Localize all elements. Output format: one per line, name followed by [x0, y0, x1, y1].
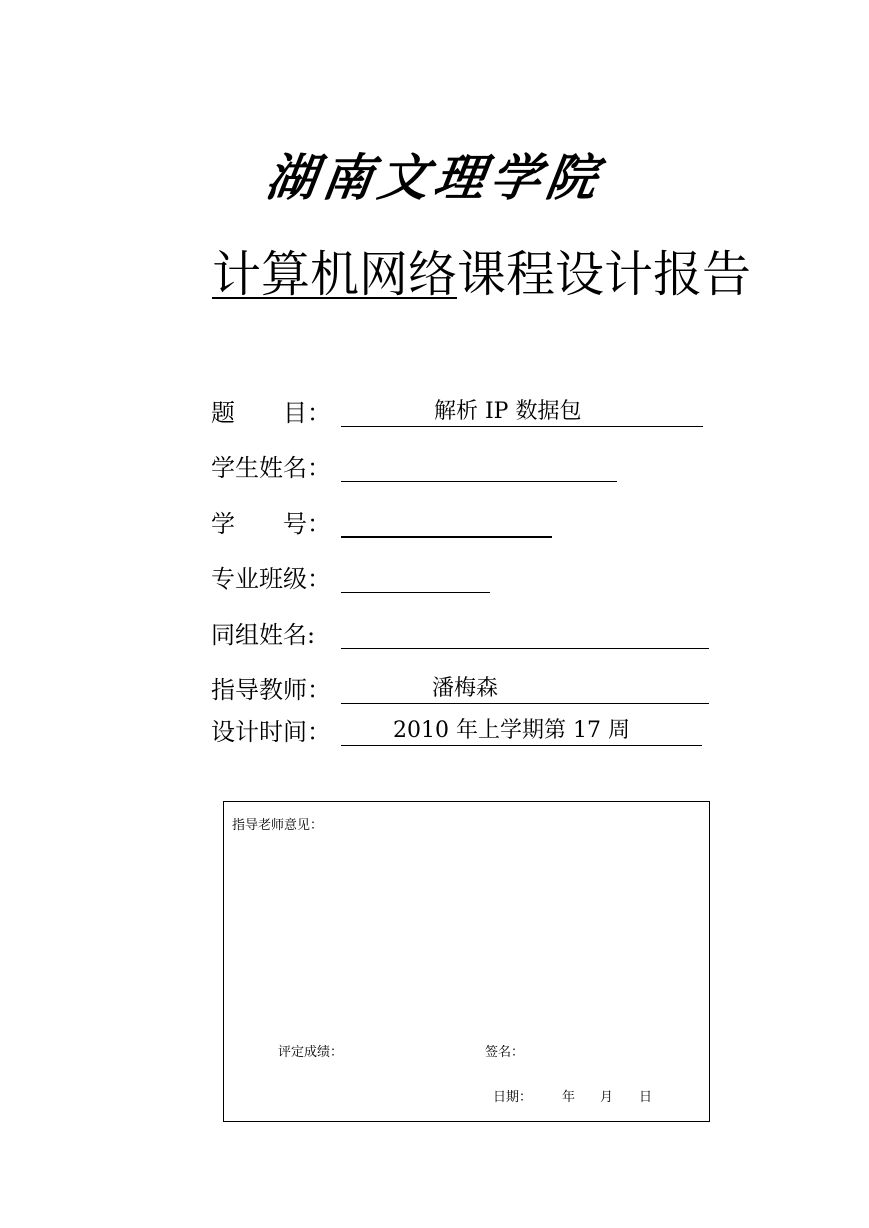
group-members-field — [341, 619, 709, 649]
report-title — [212, 242, 751, 308]
date-label: 日期： — [493, 1090, 533, 1105]
class-field — [341, 563, 490, 593]
design-time-label: 设计时间： — [211, 718, 331, 746]
instructor-review-box — [223, 801, 710, 1122]
topic-field — [341, 397, 703, 427]
student-name-label: 学生姓名： — [211, 454, 331, 482]
report-type: 课程设计报告 — [457, 246, 752, 303]
date-day: 日 — [639, 1090, 653, 1105]
grade-label: 评定成绩： — [278, 1045, 344, 1060]
school-name: 湖南文理学院 — [262, 148, 607, 207]
course-name: 计算机网络 — [212, 246, 458, 303]
design-time-field — [341, 716, 702, 746]
signature-label: 签名： — [485, 1045, 525, 1060]
instructor-value: 潘梅森 — [432, 676, 499, 701]
design-time-value: 2010 年上学期第 17 周 — [393, 718, 630, 743]
student-id-label: 学 号： — [211, 510, 331, 538]
topic-value: 解析 IP 数据包 — [434, 399, 582, 424]
date-year: 年 — [562, 1090, 576, 1105]
instructor-field — [341, 674, 709, 704]
topic-label: 题 目： — [211, 399, 331, 427]
group-members-label: 同组姓名: — [211, 621, 316, 649]
class-label: 专业班级： — [211, 565, 331, 593]
student-name-field — [341, 452, 617, 482]
opinion-label: 指导老师意见： — [232, 818, 324, 833]
instructor-label: 指导教师： — [211, 676, 331, 704]
student-id-field — [341, 508, 552, 538]
date-month: 月 — [600, 1090, 614, 1105]
